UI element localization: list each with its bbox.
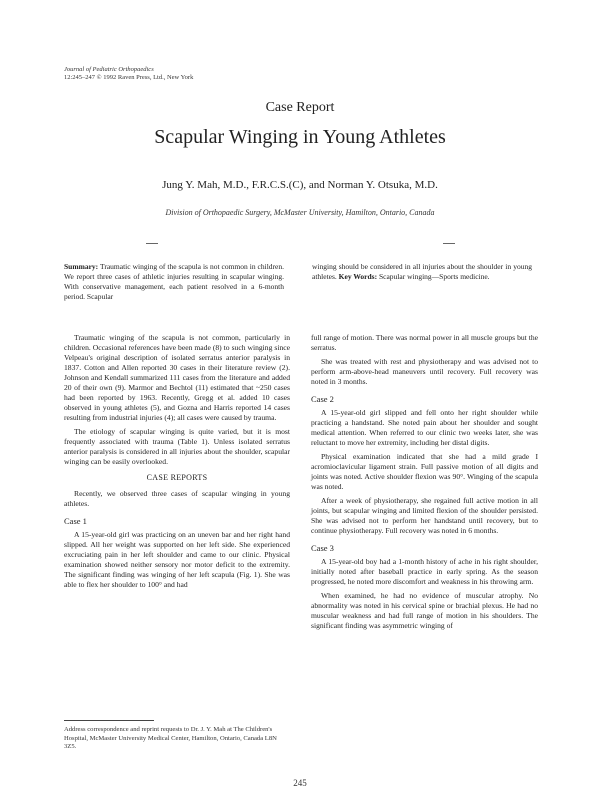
body-paragraph: full range of motion. There was normal power in all muscle groups but the serratus. <box>311 333 538 352</box>
page-number: 245 <box>293 778 307 788</box>
case-3-heading: Case 3 <box>311 543 334 553</box>
footnote-rule <box>64 720 154 721</box>
body-paragraph: Recently, we observed three cases of scapular winging in young athletes. <box>64 489 290 508</box>
abstract-rule-left <box>146 243 158 244</box>
journal-citation: 12:245–247 © 1992 Raven Press, Ltd., New York <box>64 73 194 81</box>
case-1-heading: Case 1 <box>64 516 87 526</box>
body-column-left <box>64 333 290 594</box>
body-paragraph: A 15-year-old girl was practicing on an uneven bar and her right hand slipped. All her weight was supported on her left side. She experienced excruciating pain in her left shoulder and came to our clinic. Physical examination showed neither sensory nor motor deficit to the extremity. The significant finding was winging of her left scapula (Fig. 1). She was able to flex her shoulder to 100° and had <box>64 530 290 589</box>
abstract-left <box>64 262 284 302</box>
keywords: Scapular winging—Sports medicine. <box>378 272 490 281</box>
keywords-label: Key Words: <box>338 272 378 281</box>
affiliation: Division of Orthopaedic Surgery, McMaster University, Hamilton, Ontario, Canada <box>165 208 435 217</box>
journal-header <box>64 66 193 81</box>
abstract-text-right: winging should be considered in all injuries about the shoulder in young athletes. <box>312 262 532 281</box>
footnote: Address correspondence and reprint requests to Dr. J. Y. Mah at The Children's Hospital, McMaster University Medical Center, Hamilton, Ontario, Canada L8N 3Z5. <box>64 726 277 750</box>
body-paragraph: A 15-year-old girl slipped and fell onto her right shoulder while practicing a handstand. She noted pain about her shoulder and sought medical attention. When referred to our clinic two weeks later, she was reluctant to move her extremity, including her distal digits. <box>311 408 538 447</box>
abstract-text-left: Traumatic winging of the scapula is not common in children. We report three cases of athletic injuries resulting in scapular winging. With conservative management, each patient resolved in a 6-month period. Scapular <box>64 262 284 301</box>
abstract-label: Summary: <box>64 262 99 271</box>
body-paragraph: Traumatic winging of the scapula is not common, particularly in children. Occasional references have been made (8) to such winging since Velpeau's original description of isolated serratus anterior paralysis in 1837. Cotton and Allen reported 30 cases in their literature review (2). Johnson and Kendall summarized 111 cases from the literature and added 20 of their own (9). Marmor and Bechtol (11) estimated that ~250 cases had been reported by 1963. Recently, Gregg et al. added 10 cases observed in young athletes (5), and Gozna and Harris reported 14 cases resulting from industrial injuries (4); all cases were caused by trauma. <box>64 333 290 422</box>
body-column-right <box>311 333 538 635</box>
body-paragraph: When examined, he had no evidence of muscular atrophy. No abnormality was noted in his cervical spine or brachial plexus. He had no muscular weakness and had full range of motion in his shoulders. The significant finding was asymmetric winging of <box>311 591 538 630</box>
abstract-right <box>312 262 532 282</box>
section-label: Case Report <box>265 100 335 115</box>
body-paragraph: Physical examination indicated that she had a mild grade I acromioclavicular ligament strain. Full passive motion of all digits and joints was noted. Active shoulder flexion was 90°. Winging of the scapula was noted. <box>311 452 538 491</box>
body-paragraph: The etiology of scapular winging is quite varied, but it is most frequently associated with trauma (Table 1). Unless isolated serratus anterior paralysis is considered in all injuries about the shoulder, scapular winging can be easily overlooked. <box>64 427 290 466</box>
body-paragraph: She was treated with rest and physiotherapy and was advised not to perform arm-above-head maneuvers until recovery. Full recovery was noted in 3 months. <box>311 357 538 386</box>
journal-name: Journal of Pediatric Orthopaedics <box>64 66 154 73</box>
body-paragraph: After a week of physiotherapy, she regained full active motion in all joints, but scapular winging and limited flexion of the shoulder persisted. She was advised not to perform her handstand until recovery, but to continue physiotherapy. Full recovery was noted in 6 months. <box>311 496 538 535</box>
authors: Jung Y. Mah, M.D., F.R.C.S.(C), and Norman Y. Otsuka, M.D. <box>162 179 438 191</box>
body-paragraph: A 15-year-old boy had a 1-month history of ache in his right shoulder, initially noted after baseball practice in early spring. As the season progressed, he noted more discomfort and weakness in his throwing arm. <box>311 557 538 586</box>
article-title: Scapular Winging in Young Athletes <box>154 126 446 148</box>
case-reports-heading: CASE REPORTS <box>146 473 208 482</box>
case-2-heading: Case 2 <box>311 394 334 404</box>
abstract-rule-right <box>443 243 455 244</box>
